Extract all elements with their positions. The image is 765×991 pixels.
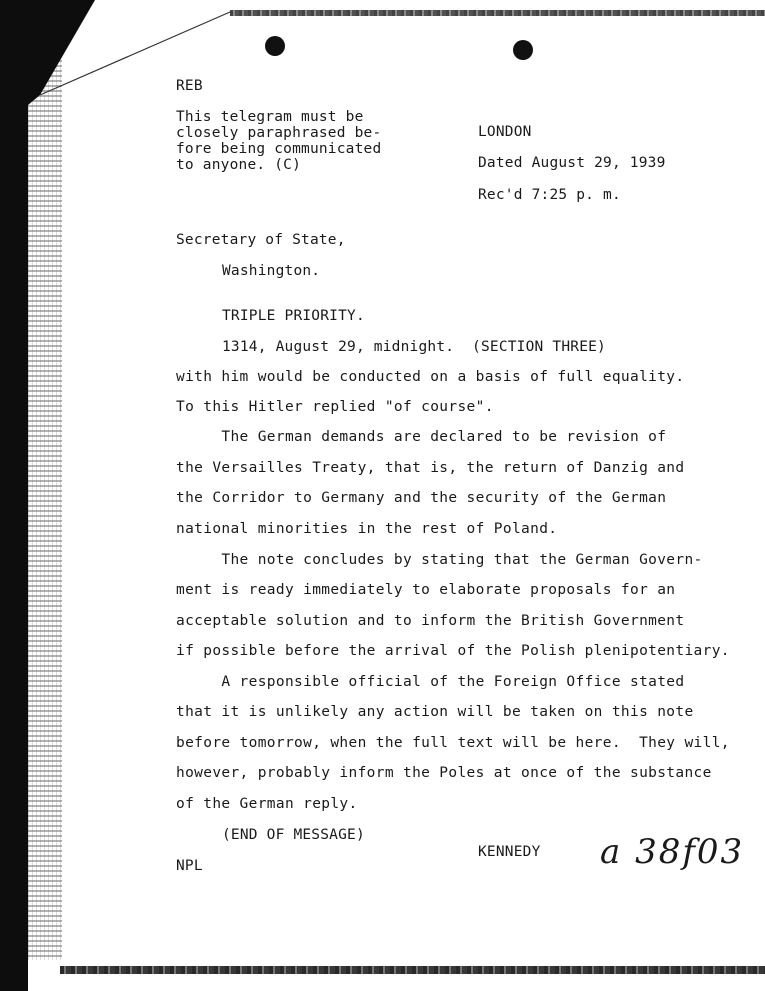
body-line: the Corridor to Germany and the security of the German <box>176 490 667 506</box>
date-line: Dated August 29, 1939 <box>478 155 666 171</box>
footer-initials: NPL <box>176 858 203 874</box>
body-line: the Versailles Treaty, that is, the return of Danzig and <box>176 460 685 476</box>
scan-left-noise <box>28 60 62 960</box>
punch-hole-left <box>265 36 285 56</box>
body-line: national minorities in the rest of Poland. <box>176 521 558 537</box>
paraphrase-line-2: closely paraphrased be- <box>176 125 382 141</box>
body-line: before tomorrow, when the full text will be here. They will, <box>176 735 730 751</box>
recipient-city: Washington. <box>222 263 321 279</box>
paraphrase-line-3: fore being communicated <box>176 141 382 157</box>
paraphrase-line-4: to anyone. (C) <box>176 157 302 173</box>
scan-top-edge <box>230 10 765 16</box>
scan-left-edge <box>0 0 28 991</box>
body-line: A responsible official of the Foreign Office stated <box>176 674 685 690</box>
origin-city: LONDON <box>478 124 532 140</box>
punch-hole-right <box>513 40 533 60</box>
body-line: ment is ready immediately to elaborate proposals for an <box>176 582 676 598</box>
body-line: acceptable solution and to inform the British Government <box>176 613 685 629</box>
scan-bottom-edge <box>60 966 765 974</box>
body-line: To this Hitler replied "of course". <box>176 399 494 415</box>
signer-name: KENNEDY <box>478 844 541 860</box>
body-line: however, probably inform the Poles at once of the substance <box>176 765 712 781</box>
handwritten-file-number: a 38f03 <box>600 832 745 872</box>
body-line: that it is unlikely any action will be taken on this note <box>176 704 694 720</box>
end-of-message: (END OF MESSAGE) <box>222 827 365 843</box>
body-line: with him would be conducted on a basis of full equality. <box>176 369 685 385</box>
body-line: The note concludes by stating that the German Govern- <box>176 552 703 568</box>
body-line: if possible before the arrival of the Polish plenipotentiary. <box>176 643 730 659</box>
reference-line: 1314, August 29, midnight. (SECTION THREE) <box>222 339 606 355</box>
received-line: Rec'd 7:25 p. m. <box>478 187 621 203</box>
body-line: The German demands are declared to be revision of <box>176 429 667 445</box>
recipient: Secretary of State, <box>176 232 346 248</box>
body-line: of the German reply. <box>176 796 358 812</box>
typist-initials: REB <box>176 78 203 94</box>
priority-line: TRIPLE PRIORITY. <box>222 308 365 324</box>
paraphrase-line-1: This telegram must be <box>176 109 364 125</box>
folded-corner <box>0 0 240 110</box>
